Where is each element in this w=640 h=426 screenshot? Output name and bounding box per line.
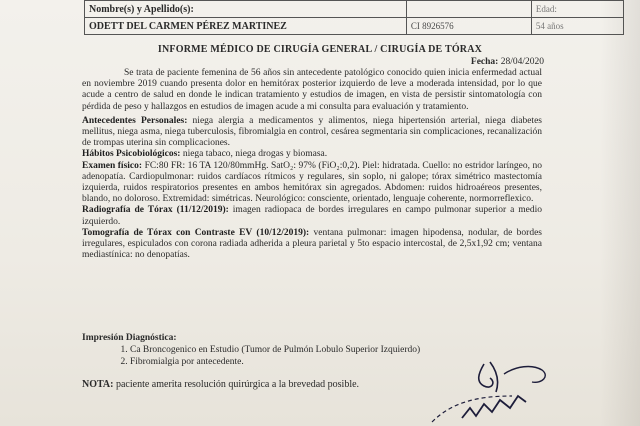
section-antecedentes [82,116,542,150]
patient-ci: CI 8926576 [410,20,454,31]
name-label-cell [85,1,407,18]
age-label-cell [531,1,623,18]
signature-stroke [479,362,498,392]
impression-item: 1. Ca Broncogenico en Estudio (Tumor de Pulmón Lobulo Superior Izquierdo) [130,344,542,356]
intro-paragraph: Se trata de paciente femenina de 56 años sin antecedente patológico conocido quien inicia enfermedad actual en noviembre 2019 cuando presenta dolor en hemitórax posterior izquierdo de leve a moderada intensidad, por lo que acude a centro de salud en donde le indican tratamiento y estudios de imagen, en vista de persistir sintomatología con pérdida de peso y hallazgos en estudios de imagen acude a mi consulta para evaluación y tratamiento. [82,68,542,112]
section-examen [82,161,542,206]
page-edge-shadow [600,0,640,426]
note-text: paciente amerita resolución quirúrgica a la brevedad posible. [113,379,360,390]
date-value: 28/04/2020 [500,57,544,67]
section-tomografia [82,228,542,262]
note [82,379,359,390]
age-value-cell [531,18,623,35]
impression-heading: Impresión Diagnóstica: [82,333,177,343]
section-text: niega tabaco, niega drogas y biomasa. [180,149,328,160]
name-value-cell [85,18,407,35]
blank-cell [406,1,531,18]
note-label: NOTA: [82,379,114,390]
section-label: Antecedentes Personales: [82,115,188,126]
section-text: ventana pulmonar: imagen hipodensa, nodular, de bordes irregulares, espiculados con corona radiada adherida a pleura parietal y 5to espacio intercostal, de 2,5x1,92 cm; ventana mediastínica: no denopatías. [82,227,542,261]
signature-scribble [462,396,526,418]
section-habitos [82,149,542,160]
patient-age: 54 años [535,20,564,31]
patient-info-table [84,0,624,35]
ci-value-cell [406,18,531,35]
section-text: FC:80 FR: 16 TA 120/80mmHg. SatO₂: 97% (FiO₂:0,2). Piel: hidratada. Cuello: no estridor laríngeo, no adenopatía. Cardiopulmonar: ruidos cardíacos rítmicos y regulares, sin soplo, ni galope; tórax simétrico mastectomía izquierda, ruidos respiratorios presentes en ambos hemitórax sin agregados. Abdomen: ruidos hidroaéreos presentes, blando, no doloroso. Extremidad: simétricas. Neurológico: consciente, orientado, lenguaje coherente, normorreflexico. [82,160,542,205]
section-label: Tomografía de Tórax con Contraste EV (10/12/2019): [82,227,310,238]
section-label: Examen físico: [82,160,143,171]
section-radiografia [82,205,542,227]
section-text: niega alergia a medicamentos y alimentos, niega hipertensión arterial, niega diabetes mellitus, niega asma, niega tuberculosis, fibromialgia en control, cesárea segmentaria sin complicaciones, recanalización de trompas uterina sin complicaciones. [82,115,542,149]
report-title: INFORME MÉDICO DE CIRUGÍA GENERAL / CIRUGÍA DE TÓRAX [157,44,483,55]
section-label: Radiografía de Tórax (11/12/2019): [82,205,229,216]
impression-item: 2. Fibromialgia por antecedente. [130,356,542,368]
report-date [471,57,544,67]
date-label: Fecha: [470,57,499,67]
name-label: Nombre(s) y Apellido(s): [89,3,194,15]
age-label: Edad: [535,3,557,14]
report-body [82,68,542,261]
signature-flourish [504,367,545,383]
patient-name: ODETT DEL CARMEN PÉREZ MARTINEZ [89,20,287,32]
section-label: Hábitos Psicobiológicos: [82,149,181,160]
doctor-signature [392,352,572,426]
section-text: imagen radiopaca de bordes irregulares en campo pulmonar superior a medio izquierdo. [82,205,542,227]
